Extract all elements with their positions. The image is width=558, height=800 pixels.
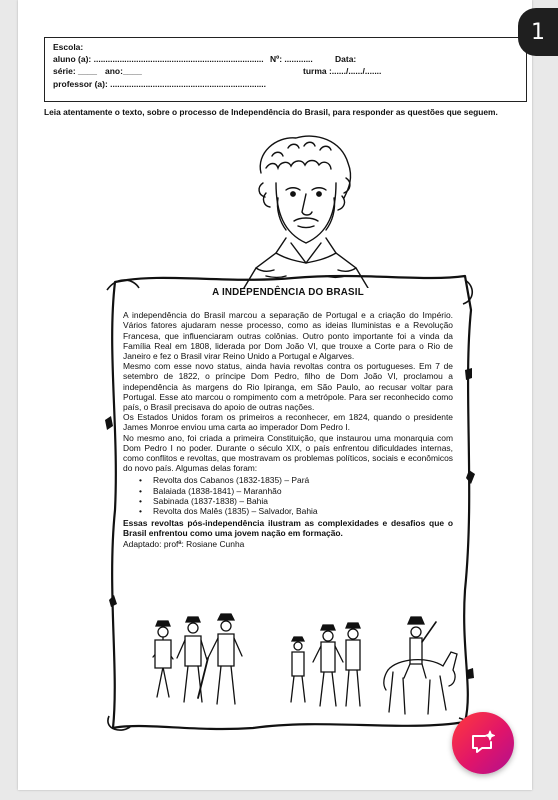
page-number-badge: 1 (518, 8, 558, 56)
date-label: Data: (335, 54, 357, 64)
teacher-field: professor (a): .................................................................. (53, 79, 267, 89)
class-field: turma :....../....../....... (303, 66, 382, 76)
grade-field: série: ____ (53, 66, 97, 76)
paragraph-1: A independência do Brasil marcou a separação de Portugal e a criação do Império. Vários fatores ajudaram nesse processo, como as ideias Iluministas e a Revolução Francesa, que influenciaram outras colônias. Outro ponto importante foi a vinda da Família Real em 1808, liderada por Dom João VI, que trouxe a Corte para o Rio de Janeiro e fez o Brasil virar Reino Unido a Portugal e Algarves. (123, 310, 453, 362)
article-body (123, 288, 453, 549)
instruction-text: Leia atentamente o texto, sobre o processo de Independência do Brasil, para responder as questões que seguem. (44, 107, 498, 117)
paragraph-2: Mesmo com esse novo status, ainda havia revoltas contra os portugueses. Em 7 de setembro de 1822, o príncipe Dom Pedro, filho de Dom João VI, proclamou a independência às margens do Rio Ipiranga, em São Paulo, ao recusar voltar para Portugal. Esse ato marcou o rompimento com a metrópole. Para ser reconhecido como país, o Brasil precisava do apoio de outras nações. (123, 361, 453, 413)
year-field: ano:____ (105, 66, 142, 76)
number-field: Nº: ............ (270, 54, 313, 64)
chat-sparkle-icon (469, 729, 497, 757)
paragraph-3: Os Estados Unidos foram os primeiros a reconhecer, em 1824, quando o presidente James Monroe enviou uma carta ao imperador Dom Pedro I. (123, 412, 453, 433)
student-header-box (44, 37, 527, 102)
list-item: • Sabinada (1837-1838) – Bahia (139, 496, 453, 506)
conclusion-text: Essas revoltas pós-independência ilustram as complexidades e desafios que o Brasil enfrentou como uma jovem nação em formação. (123, 518, 453, 539)
student-name-field: aluno (a): ........................................................................ (53, 54, 264, 64)
list-item: • Revolta dos Malês (1835) – Salvador, Bahia (139, 506, 453, 516)
article-title: A INDEPENDÊNCIA DO BRASIL (212, 287, 364, 298)
dom-pedro-portrait-icon (236, 128, 376, 288)
soldiers-and-horseman-icon (138, 610, 458, 730)
credit-text: Adaptado: profª: Rosiane Cunha (123, 538, 245, 549)
school-label: Escola: (53, 42, 84, 52)
document-page (18, 0, 532, 790)
paragraph-4: No mesmo ano, foi criada a primeira Constituição, que instaurou uma monarquia com Dom Pedro I no poder. Durante o século XIX, o país enfrentou dificuldades internas, como conflitos e revoltas, que mostravam os problemas políticos, sociais e econômicos do novo país. Algumas delas foram: (123, 432, 453, 474)
list-item: • Balaiada (1838-1841) – Maranhão (139, 486, 453, 496)
ai-chat-button[interactable] (452, 712, 514, 774)
revolts-list (139, 475, 453, 516)
list-item: • Revolta dos Cabanos (1832-1835) – Pará (139, 475, 453, 485)
